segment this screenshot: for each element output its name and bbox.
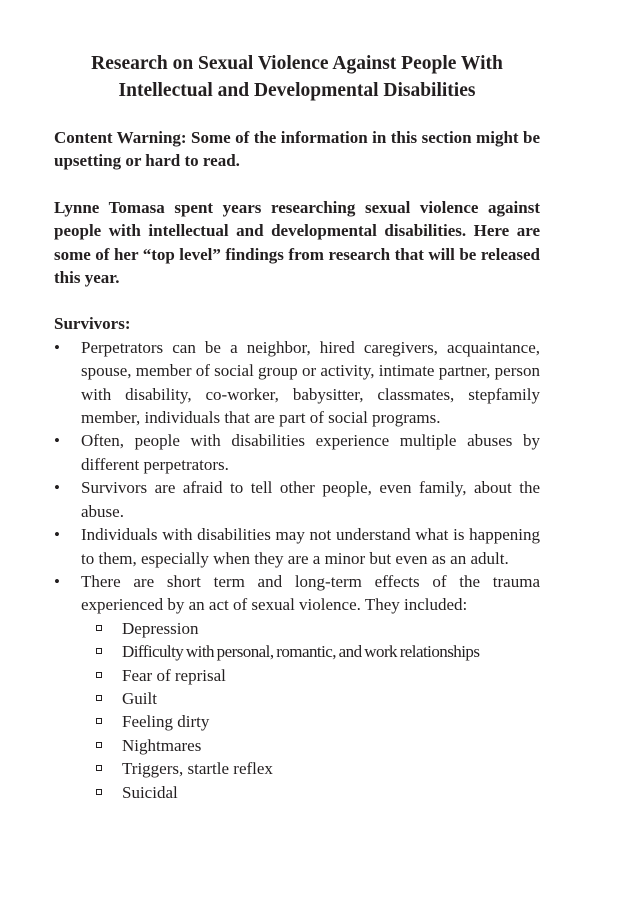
list-item: [54, 336, 540, 430]
list-item-text: Survivors are afraid to tell other people, even family, about the abuse.: [81, 478, 540, 521]
square-bullet-icon: [96, 648, 102, 654]
effects-list: [54, 617, 540, 804]
list-item: [54, 429, 540, 476]
list-item-text: There are short term and long-term effects of the trauma experienced by an act of sexual violence. They included:: [81, 571, 540, 615]
effect-text: Triggers, startle reflex: [122, 759, 273, 779]
effect-text: Fear of reprisal: [122, 665, 226, 685]
effect-item: [54, 664, 540, 687]
document-page: [54, 50, 540, 804]
effect-item: [54, 640, 540, 663]
effect-item: [54, 757, 540, 780]
list-item-text: Often, people with disabilities experience multiple abuses by different perpetrators.: [81, 431, 540, 474]
effect-text: Depression: [122, 618, 199, 638]
survivors-heading: Survivors:: [54, 314, 131, 334]
intro-paragraph: Lynne Tomasa spent years researching sexual violence against people with intellectual and developmental disabilities. Here are some of her “top level” findings from research that will be released this year.: [54, 197, 540, 288]
list-item-text: Perpetrators can be a neighbor, hired caregivers, acquaintance, spouse, member of social group or activity, intimate partner, person with disability, co-worker, babysitter, classmates, stepfamily member, individuals that are part of social programs.: [81, 337, 540, 428]
bullet-icon: •: [54, 431, 60, 451]
effect-item: [54, 710, 540, 733]
effect-text: Guilt: [122, 688, 157, 708]
bullet-icon: •: [54, 478, 60, 498]
square-bullet-icon: [96, 742, 102, 748]
bullet-icon: •: [54, 525, 60, 545]
effect-text: Nightmares: [122, 735, 202, 755]
square-bullet-icon: [96, 625, 102, 631]
list-item: [54, 476, 540, 523]
title-line-1: Research on Sexual Violence Against People With: [91, 53, 503, 74]
page-title: [54, 50, 540, 104]
effect-text: Difficulty with personal, romantic, and work relationships: [122, 642, 480, 662]
list-item-text: Individuals with disabilities may not understand what is happening to them, especially when they are a minor but even as an adult.: [81, 525, 540, 568]
square-bullet-icon: [96, 765, 102, 771]
square-bullet-icon: [96, 718, 102, 724]
effect-item: [54, 734, 540, 757]
content-warning: Content Warning: Some of the information in this section might be upsetting or hard to read.: [54, 128, 540, 171]
square-bullet-icon: [96, 789, 102, 795]
effect-text: Suicidal: [122, 782, 178, 802]
survivors-list: [54, 336, 540, 617]
square-bullet-icon: [96, 695, 102, 701]
bullet-icon: •: [54, 571, 60, 591]
effect-item: [54, 617, 540, 640]
effect-text: Feeling dirty: [122, 712, 210, 732]
effect-item: [54, 781, 540, 804]
bullet-icon: •: [54, 337, 60, 357]
list-item: [54, 570, 540, 617]
effect-item: [54, 687, 540, 710]
list-item: [54, 523, 540, 570]
square-bullet-icon: [96, 672, 102, 678]
title-line-2: Intellectual and Developmental Disabilities: [118, 80, 476, 101]
